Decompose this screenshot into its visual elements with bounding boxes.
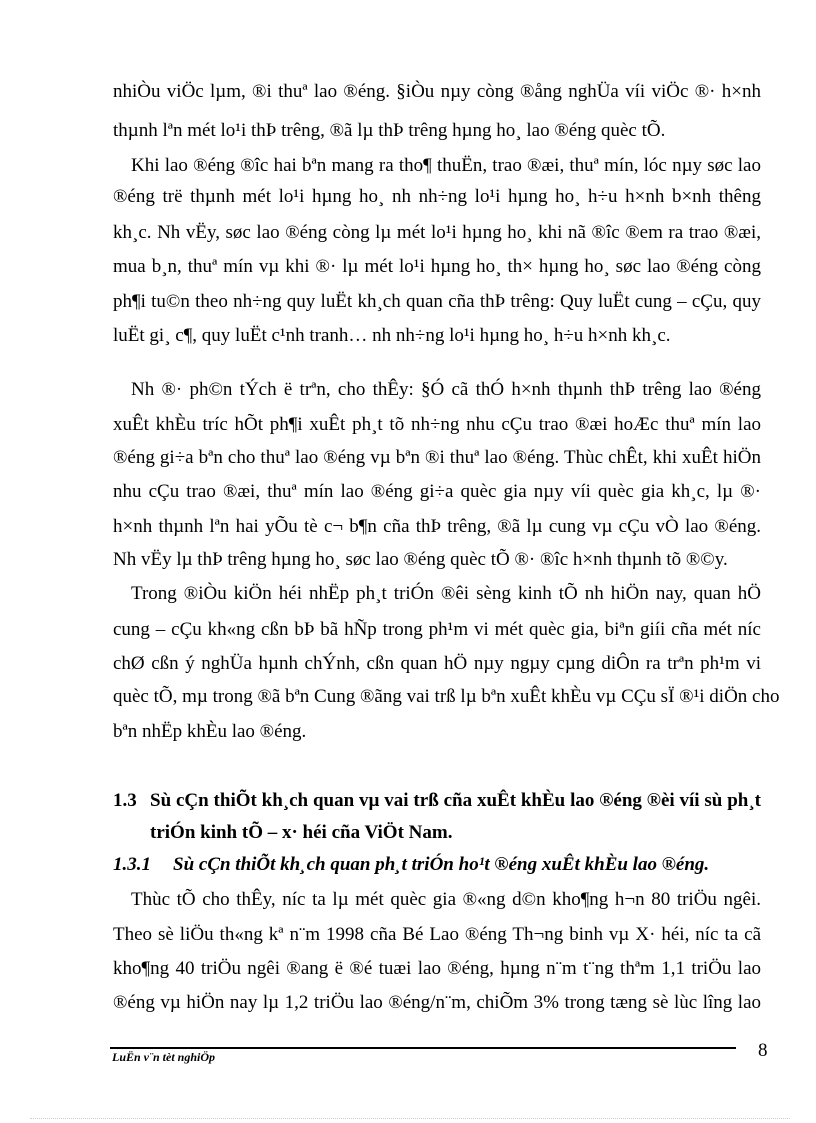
body-line: cung – cÇu kh«ng cßn bÞ bã hÑp trong ph¹m vi mét quèc gia, biªn giíi cña mét níc [113, 619, 761, 640]
footer-rule [110, 1047, 736, 1049]
body-line: Trong ®iÒu kiÖn héi nhËp ph¸t triÓn ®êi sèng kinh tÕ nh hiÖn nay, quan hÖ [131, 583, 761, 604]
body-line: nhu cÇu trao ®æi, thuª mín lao ®éng gi÷a quèc gia nµy víi quèc gia kh¸c, lµ ®· [113, 481, 761, 502]
body-line: thµnh lªn mét lo¹i thÞ trêng, ®ã lµ thÞ trêng hµng ho¸ lao ®éng quèc tÕ. [113, 120, 666, 141]
body-line: ®éng gi÷a bªn cho thuª lao ®éng vµ bªn ®i thuª lao ®éng. Thùc chÊt, khi xuÊt hiÖn [113, 447, 761, 468]
body-line: luËt gi¸ c¶, quy luËt c¹nh tranh… nh nh÷ng lo¹i hµng ho¸ h÷u h×nh kh¸c. [113, 325, 671, 346]
subsection-number: 1.3.1 [113, 854, 151, 875]
body-line: xuÊt khÈu tríc hÕt ph¶i xuÊt ph¸t tõ nh÷ng nhu cÇu trao ®æi hoÆc thuª mín lao [113, 414, 761, 435]
footer-text: LuËn v¨n tèt nghiÖp [112, 1050, 216, 1064]
body-line: kh¸c. Nh vËy, søc lao ®éng còng lµ mét lo¹i hµng ho¸ khi nã ®îc ®em ra trao ®æi, [113, 222, 761, 243]
section-title-continued: triÓn kinh tÕ – x· héi cña ViÖt Nam. [150, 822, 453, 843]
body-line: ®éng vµ hiÖn nay lµ 1,2 triÖu lao ®éng/n¨m, chiÕm 3% trong tæng sè lùc lîng lao [113, 992, 761, 1013]
body-line: Nh ®· ph©n tÝch ë trªn, cho thÊy: §Ó cã thÓ h×nh thµnh thÞ trêng lao ®éng [131, 379, 761, 400]
body-line: Thùc tÕ cho thÊy, níc ta lµ mét quèc gia ®«ng d©n kho¶ng h¬n 80 triÖu ngêi. [131, 889, 761, 910]
page-break-divider [30, 1118, 790, 1119]
section-number: 1.3 [113, 790, 137, 811]
body-line: Khi lao ®éng ®îc hai bªn mang ra tho¶ thuËn, trao ®æi, thuª mín, lóc nµy søc lao [131, 155, 761, 176]
body-line: nhiÒu viÖc lµm, ®i thuª lao ®éng. §iÒu nµy còng ®ång nghÜa víi viÖc ®· h×nh [113, 81, 761, 102]
body-line: quèc tÕ, mµ trong ®ã bªn Cung ®ãng vai trß lµ bªn xuÊt khÈu vµ CÇu sÏ ®¹i diÖn cho [113, 686, 780, 707]
section-title: Sù cÇn thiÕt kh¸ch quan vµ vai trß cña xuÊt khÈu lao ®éng ®èi víi sù ph¸t [150, 790, 761, 811]
body-line: bªn nhËp khÈu lao ®éng. [113, 721, 307, 742]
body-line: kho¶ng 40 triÖu ngêi ®ang ë ®é tuæi lao ®éng, hµng n¨m t¨ng thªm 1,1 triÖu lao [113, 958, 761, 979]
page-number: 8 [758, 1040, 768, 1061]
body-line: chØ cßn ý nghÜa hµnh chÝnh, cßn quan hÖ nµy ngµy cµng diÔn ra trªn ph¹m vi [113, 653, 761, 674]
body-line: ®éng trë thµnh mét lo¹i hµng ho¸ nh nh÷ng lo¹i hµng ho¸ h÷u h×nh b×nh thêng [113, 186, 761, 207]
body-line: mua b¸n, thuª mín vµ khi ®· lµ mét lo¹i hµng ho¸ th× hµng ho¸ søc lao ®éng còng [113, 256, 761, 277]
body-line: Theo sè liÖu th«ng kª n¨m 1998 cña Bé Lao ®éng Th¬ng binh vµ X· héi, níc ta cã [113, 924, 761, 945]
body-line: ph¶i tu©n theo nh÷ng quy luËt kh¸ch quan cña thÞ trêng: Quy luËt cung – cÇu, quy [113, 291, 761, 312]
body-line: h×nh thµnh lªn hai yÕu tè c¬ b¶n cña thÞ trêng, ®ã lµ cung vµ cÇu vÒ lao ®éng. [113, 516, 761, 537]
body-line: Nh vËy lµ thÞ trêng hµng ho¸ søc lao ®éng quèc tÕ ®· ®îc h×nh thµnh tõ ®©y. [113, 549, 728, 570]
subsection-title: Sù cÇn thiÕt kh¸ch quan ph¸t triÓn ho¹t ®éng xuÊt khÈu lao ®éng. [173, 854, 710, 875]
